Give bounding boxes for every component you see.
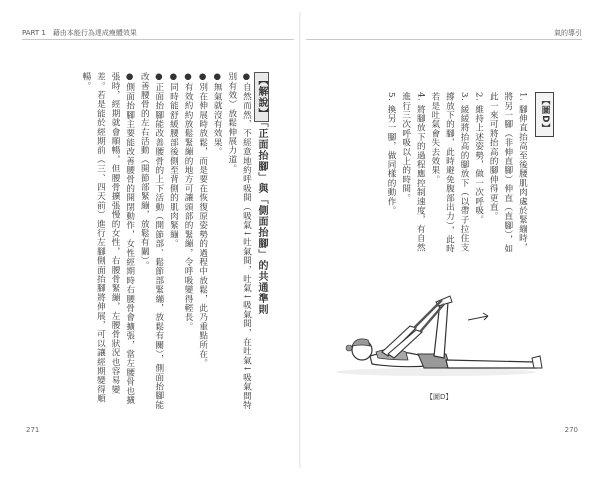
header-rule-left bbox=[22, 39, 294, 40]
left-page-explanation bbox=[78, 72, 268, 410]
explanation-label: 【解說】 bbox=[254, 72, 269, 122]
book-gutter bbox=[299, 12, 301, 468]
step-3: 3. 緩緩將抬高的腳放下（以帶子拉住支撐放下的腳，此時避免腹部出力），此時若是吐氣會失去效果。 bbox=[429, 92, 470, 254]
figure-caption: 【圖D】 bbox=[426, 393, 453, 401]
paragraph-6: ●正面抬腳能改善腰骨的上下活動（開節部、鬆節部緊繃，放鬆有關），側面抬腳能改善腰骨的左右活動（開節部緊繃，放鬆有關）。 bbox=[139, 72, 164, 410]
running-header-right: 氣的導引 bbox=[554, 29, 582, 37]
running-header-left: PART 1 藉由本能行為達成瘦體效果 bbox=[22, 29, 137, 37]
paragraph-3: ●別在伸展時放鬆，而是要在恢復原姿勢的過程中放鬆，此乃重點所在。 bbox=[197, 72, 208, 368]
leg-raise-illustration bbox=[326, 286, 558, 380]
page-number-left: 271 bbox=[26, 426, 40, 434]
paragraph-7: ●側面抬腳主要能改善腰骨的開閉動作，女性經期時右腰骨會擴張，當左腰骨也擴張時，經期就會順暢，但腰骨擴張慢的女性，右腰骨緊繃，左腰骨狀況也容易變差。若是能於經期前（三、四天前）進行左腳側面抬腳將伸展，可以讓經期變得順暢。 bbox=[80, 72, 135, 405]
step-2: 2. 維持上述姿勢，做一次呼吸。 bbox=[473, 92, 484, 225]
step-5: 5. 換另一腳，做同樣的動作。 bbox=[386, 92, 397, 216]
paragraph-2: ●無氣就沒有效果。 bbox=[212, 72, 223, 157]
paragraph-4: ●有效約約放鬆緊繃的地方可讓頭部的緊繃，令呼吸變得輕長。 bbox=[183, 72, 194, 331]
figure-d-tag: 【圖D】 bbox=[535, 92, 554, 137]
page-number-right: 270 bbox=[564, 426, 578, 434]
paragraph-1: ●自然而然，不經意地約呼吸間（吸氣↓吐氣間，吐氣↓吸氣間，在吐氣↓吸氣間特別有效）放鬆伸展力道。 bbox=[226, 72, 252, 410]
explanation-title: 「正面抬腳」與「側面抬腳」的共通準則 bbox=[256, 122, 267, 315]
right-page-steps bbox=[383, 92, 554, 260]
header-rule-right bbox=[306, 39, 582, 40]
step-1: 1. 腳伸直抬高至後腰肌肉處於緊繃時，將另一腳（非伸直腳）伸直（直腳），如此一來可將抬高的腳伸得更直。 bbox=[488, 92, 528, 254]
step-4: 4. 將腳放下的過程應控制速度，有自然進行三次呼吸以上的時間。 bbox=[400, 92, 426, 252]
paragraph-5: ●同時能舒緩腰部後側至背側的肌肉緊繃。 bbox=[168, 72, 179, 249]
explanation-heading bbox=[253, 72, 268, 410]
